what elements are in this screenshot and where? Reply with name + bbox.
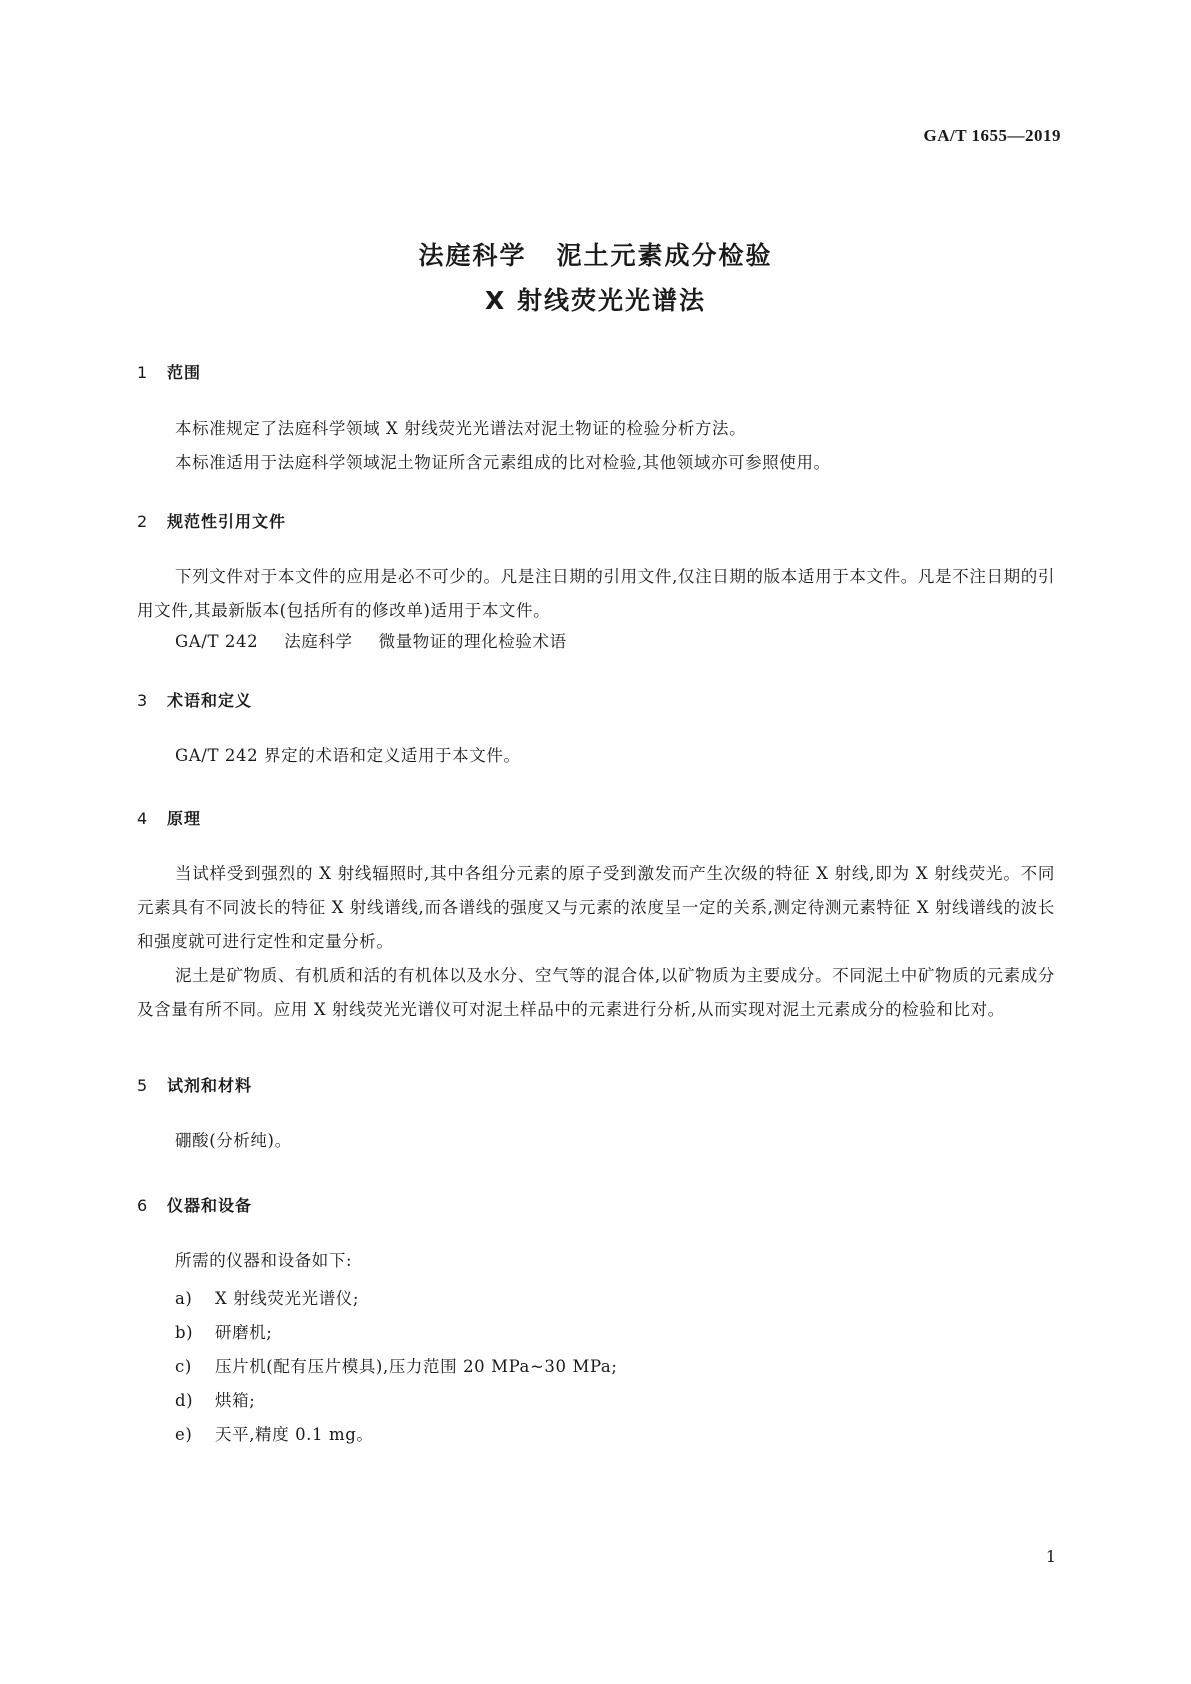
title-part-a: 法庭科学 [418, 241, 527, 270]
list-marker: b) [175, 1323, 194, 1342]
section-4-paragraph-2: 泥土是矿物质、有机质和活的有机体以及水分、空气等的混合体,以矿物质为主要成分。不同泥土中矿物质的元素成分及含量有所不同。应用 X 射线荧光光谱仪可对泥土样品中的元素进行分析,从而实现对泥土元素成分的检验和比对。 [137, 966, 1055, 1019]
list-marker: c) [175, 1357, 192, 1376]
reference-code: GA/T 242 [175, 632, 259, 651]
list-item [175, 1353, 618, 1377]
list-text: 压片机(配有压片模具),压力范围 20 MPa~30 MPa; [215, 1357, 618, 1376]
section-1-paragraph-1: 本标准规定了法庭科学领域 X 射线荧光光谱法对泥土物证的检验分析方法。 [175, 419, 747, 438]
document-title-line1 [0, 236, 1191, 272]
section-title: 仪器和设备 [167, 1196, 253, 1215]
section-4-paragraph-1: 当试样受到强烈的 X 射线辐照时,其中各组分元素的原子受到激发而产生次级的特征 X 射线,即为 X 射线荧光。不同元素具有不同波长的特征 X 射线谱线,而各谱线的强度又与元素的浓度呈一定的关系,测定待测元素特征 X 射线谱线的波长和强度就可进行定性和定量分析。 [137, 864, 1055, 951]
list-text: 天平,精度 0.1 mg。 [215, 1425, 374, 1444]
list-marker: e) [175, 1425, 193, 1444]
list-text: 烘箱; [215, 1391, 256, 1410]
section-number: 1 [137, 363, 149, 382]
section-title: 试剂和材料 [167, 1076, 253, 1095]
section-2-paragraph-1: 下列文件对于本文件的应用是必不可少的。凡是注日期的引用文件,仅注日期的版本适用于本文件。凡是不注日期的引用文件,其最新版本(包括所有的修改单)适用于本文件。 [137, 567, 1055, 620]
section-2-heading [137, 509, 286, 532]
section-1-paragraph-2: 本标准适用于法庭科学领域泥土物证所含元素组成的比对检验,其他领域亦可参照使用。 [175, 453, 831, 472]
list-marker: d) [175, 1391, 194, 1410]
list-text: X 射线荧光光谱仪; [215, 1289, 360, 1308]
document-title-line2: X 射线荧光光谱法 [485, 286, 706, 315]
section-number: 4 [137, 809, 149, 828]
section-1-heading [137, 360, 201, 383]
section-number: 5 [137, 1076, 149, 1095]
section-5-paragraph-1: 硼酸(分析纯)。 [175, 1131, 292, 1150]
normative-reference [175, 628, 567, 652]
section-6-intro: 所需的仪器和设备如下: [175, 1251, 353, 1270]
title-part-b: 泥土元素成分检验 [556, 241, 773, 270]
list-item [175, 1421, 373, 1445]
section-number: 3 [137, 691, 149, 710]
list-item [175, 1319, 272, 1343]
section-title: 范围 [167, 363, 202, 382]
section-title: 术语和定义 [167, 691, 253, 710]
section-6-heading [137, 1193, 252, 1216]
section-number: 2 [137, 512, 149, 531]
list-marker: a) [175, 1289, 193, 1308]
section-3-heading [137, 688, 252, 711]
page-number: 1 [1045, 1547, 1056, 1566]
section-4-heading [137, 806, 201, 829]
section-title: 原理 [167, 809, 202, 828]
section-title: 规范性引用文件 [167, 512, 287, 531]
section-number: 6 [137, 1196, 149, 1215]
standard-code: GA/T 1655—2019 [923, 126, 1061, 145]
section-3-paragraph-1: GA/T 242 界定的术语和定义适用于本文件。 [175, 746, 521, 765]
list-item [175, 1285, 359, 1309]
reference-title-a: 法庭科学 [284, 632, 353, 651]
list-text: 研磨机; [215, 1323, 273, 1342]
section-5-heading [137, 1073, 252, 1096]
reference-title-b: 微量物证的理化检验术语 [378, 632, 567, 651]
list-item [175, 1387, 255, 1411]
